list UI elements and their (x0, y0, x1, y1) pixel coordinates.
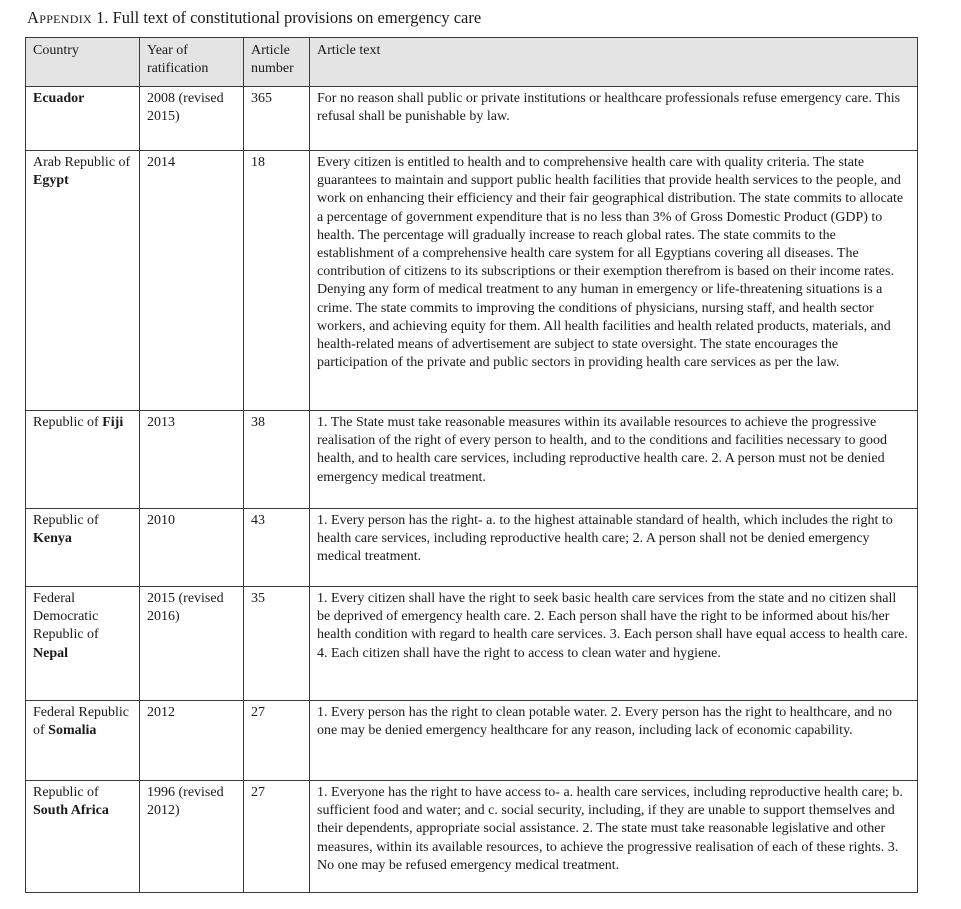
caption-label: Appendix (27, 8, 92, 27)
article-number-cell: 35 (244, 587, 310, 701)
article-number-cell: 27 (244, 781, 310, 893)
country-cell (26, 587, 140, 701)
year-cell: 1996 (revised 2012) (140, 781, 244, 893)
country-prefix: Federal Democratic Republic of (33, 591, 99, 643)
country-cell (26, 781, 140, 893)
year-cell: 2013 (140, 411, 244, 509)
country-name: Nepal (33, 645, 68, 661)
country-name: South Africa (33, 803, 109, 819)
header-row (26, 38, 918, 87)
year-cell: 2015 (revised 2016) (140, 587, 244, 701)
country-name: Ecuador (33, 91, 85, 106)
country-name: Somalia (48, 723, 97, 739)
article-number-cell: 18 (244, 151, 310, 411)
article-text-cell: 1. Everyone has the right to have access to- a. health care services, including reproductive health care; b. sufficient food and water; and c. social security, including, if they are unable to support themselves and their dependents, appropriate social assistance. 2. The state must take reasonable legislative and other measures, within its available resources, to achieve the progressive realisation of each of these rights. 3. No one may be refused emergency medical treatment. (310, 781, 918, 893)
country-name: Egypt (33, 173, 69, 189)
year-cell: 2010 (140, 509, 244, 587)
table-caption (27, 8, 481, 28)
header-article-number: Article number (244, 38, 310, 87)
country-cell (26, 411, 140, 509)
emergency-care-table (25, 37, 918, 893)
year-cell: 2012 (140, 701, 244, 781)
header-article-text: Article text (310, 38, 918, 87)
article-number-cell: 27 (244, 701, 310, 781)
table-row (26, 509, 918, 587)
country-cell (26, 701, 140, 781)
article-text-cell: 1. The State must take reasonable measures within its available resources to achieve the progressive realisation of the right of every person to health, and to the conditions and facilities necessary to good health, and to health care services, including reproductive health care. 2. A person must not be denied emergency medical treatment. (310, 411, 918, 509)
article-text-cell: 1. Every citizen shall have the right to seek basic health care services from the state and no citizen shall be deprived of emergency health care. 2. Each person shall have the right to be informed about his/her health condition with regard to health care services. 3. Each person shall have equal access to health care. 4. Each citizen shall have the right to access to clean water and hygiene. (310, 587, 918, 701)
article-number-cell: 43 (244, 509, 310, 587)
table-row (26, 701, 918, 781)
year-cell: 2008 (revised 2015) (140, 87, 244, 151)
table-row (26, 587, 918, 701)
country-prefix: Federal Republic of (33, 705, 130, 739)
header-country: Country (26, 38, 140, 87)
article-text-cell: For no reason shall public or private institutions or healthcare professionals refuse emergency care. This refusal shall be punishable by law. (310, 87, 918, 151)
table-row (26, 87, 918, 151)
country-cell (26, 151, 140, 411)
country-name: Fiji (102, 415, 124, 430)
article-text-cell: Every citizen is entitled to health and to comprehensive health care with quality criteria. The state guarantees to maintain and support public health facilities that provide health services to the people, and work on enhancing their efficiency and their fair geographical distribution. The state commits to allocate a percentage of government expenditure that is no less than 3% of Gross Domestic Product (GDP) to health. The percentage will gradually increase to reach global rates. The state commits to the establishment of a comprehensive health care system for all Egyptians covering all diseases. The contribution of citizens to its subscriptions or their exemption therefrom is based on their income rates. Denying any form of medical treatment to any human in emergency or life-threatening situations is a crime. The state commits to improving the conditions of physicians, nursing staff, and health sector workers, and achieving equity for them. All health facilities and health related products, materials, and health-related means of advertisement are subject to state oversight. The state encourages the participation of the private and public sectors in providing health care services as per the law. (310, 151, 918, 411)
country-name: Kenya (33, 531, 72, 547)
header-year: Year of ratification (140, 38, 244, 87)
article-number-cell: 38 (244, 411, 310, 509)
country-prefix: Arab Republic of (33, 155, 131, 170)
article-number-cell: 365 (244, 87, 310, 151)
year-cell: 2014 (140, 151, 244, 411)
article-text-cell: 1. Every person has the right to clean potable water. 2. Every person has the right to healthcare, and no one may be denied emergency healthcare for any reason, including lack of economic capability. (310, 701, 918, 781)
caption-title: Full text of constitutional provisions on emergency care (112, 8, 482, 27)
table-row (26, 411, 918, 509)
caption-number: 1. (96, 8, 109, 27)
table-row (26, 151, 918, 411)
article-text-cell: 1. Every person has the right- a. to the highest attainable standard of health, which includes the right to health care services, including reproductive health care; 2. A person shall not be denied emergency medical treatment. (310, 509, 918, 587)
country-prefix: Republic of (33, 415, 103, 430)
country-cell (26, 509, 140, 587)
country-prefix: Republic of (33, 785, 99, 800)
country-cell (26, 87, 140, 151)
table-row (26, 781, 918, 893)
country-prefix: Republic of (33, 513, 99, 528)
